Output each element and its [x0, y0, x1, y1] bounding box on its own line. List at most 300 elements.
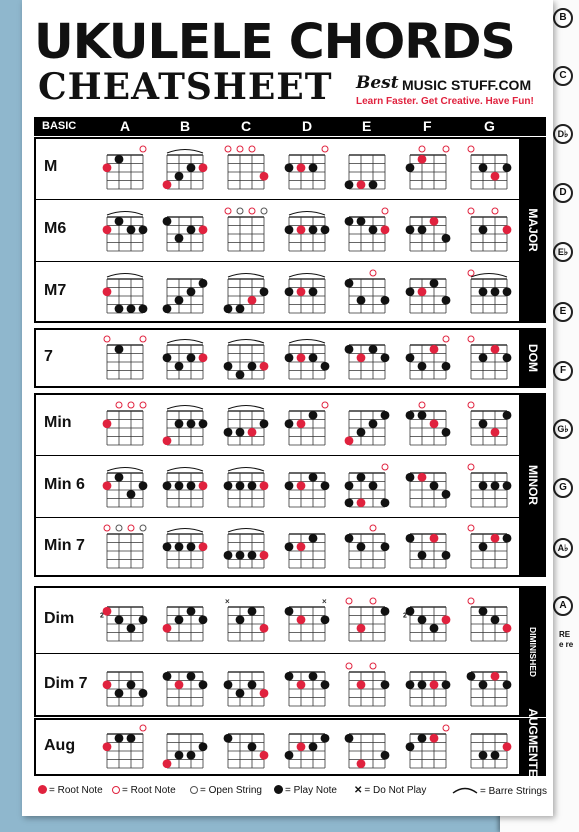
group-label-minor [519, 393, 546, 577]
play-note-dot [503, 411, 512, 420]
root-note-dot [103, 225, 112, 234]
barre-arc-icon [228, 468, 264, 472]
play-note-dot [115, 689, 124, 698]
play-note-dot [187, 481, 196, 490]
root-note-dot [491, 672, 500, 681]
play-note-dot [285, 606, 294, 615]
chord-diagram-f-dim [404, 597, 444, 635]
chord-diagram-g-min7 [465, 524, 505, 562]
back-key-label: A [553, 596, 573, 616]
group-label-diminished [519, 586, 546, 717]
chord-diagram-a-min7 [101, 524, 141, 562]
play-note-dot [406, 680, 415, 689]
play-note-dot [418, 680, 427, 689]
barre-arc-icon [228, 406, 264, 410]
play-note-dot [175, 296, 184, 305]
barre-arc-icon [228, 340, 264, 344]
legend-barre [452, 785, 547, 797]
barre-arc-icon [471, 274, 507, 278]
play-note-dot [309, 473, 318, 482]
barre-arc-icon [107, 274, 143, 278]
chord-diagram-f-min7 [404, 524, 444, 562]
basic-header: BASIC [42, 120, 77, 132]
root-note-dot [430, 734, 439, 743]
group-label-dom [519, 328, 546, 388]
row-divider [34, 517, 519, 518]
play-note-dot [309, 534, 318, 543]
root-note-dot [199, 163, 208, 172]
play-note-dot [381, 606, 390, 615]
chord-diagram-e-min6 [343, 463, 383, 501]
play-note-dot [479, 419, 488, 428]
chord-diagram-b-dim [161, 597, 201, 635]
play-note-dot [309, 742, 318, 751]
chord-diagram-d-m [283, 145, 323, 183]
play-note-dot [442, 428, 451, 437]
play-note-dot [381, 411, 390, 420]
play-note-dot [503, 534, 512, 543]
play-note-dot [309, 353, 318, 362]
chord-diagram-d-7 [283, 335, 323, 373]
ukulele-chord-poster [22, 0, 553, 816]
chord-diagram-g-m7 [465, 269, 505, 307]
play-note-dot [321, 481, 330, 490]
legend-label: = Root Note [49, 785, 103, 796]
play-note-dot [321, 680, 330, 689]
chord-diagram-f-7 [404, 335, 444, 373]
chord-diagram-d-dim [283, 596, 327, 635]
open-string-icon [237, 208, 243, 214]
chord-diagram-b-m7 [161, 269, 201, 307]
row-label: M7 [44, 282, 67, 299]
play-note-dot [285, 751, 294, 760]
open-string-icon [249, 208, 255, 214]
barre-arc-icon [289, 340, 325, 344]
barre-arc-icon [167, 150, 203, 154]
root-note-dot [297, 287, 306, 296]
chord-diagram-d-aug [283, 724, 323, 762]
play-note-dot [491, 287, 500, 296]
play-note-dot [199, 615, 208, 624]
play-note-dot [285, 353, 294, 362]
play-note-dot [236, 615, 245, 624]
play-note-dot [115, 615, 124, 624]
legend-label: = Open String [200, 785, 262, 796]
back-key-label: B [553, 8, 573, 28]
row-label: Min 7 [44, 537, 85, 554]
group-label-text: DOM [525, 344, 540, 372]
chord-diagram-e-m [343, 145, 383, 183]
row-divider [34, 199, 519, 200]
open-string-icon [443, 336, 449, 342]
play-note-dot [369, 225, 378, 234]
chord-diagram-e-dim7 [343, 662, 383, 700]
row-label: Dim 7 [44, 675, 88, 692]
root-note-dot [199, 481, 208, 490]
chord-diagram-a-min6 [101, 463, 141, 501]
chord-diagram-d-dim7 [283, 662, 323, 700]
x-icon: × [225, 596, 230, 606]
play-note-dot [187, 287, 196, 296]
root-note-dot [260, 689, 269, 698]
legend-root-open [112, 785, 176, 796]
open-string-icon [128, 402, 134, 408]
back-text-line: e re [559, 640, 574, 649]
root-note-dot [163, 623, 172, 632]
root-note-dot [103, 606, 112, 615]
legend-label: = Root Note [122, 785, 176, 796]
play-note-dot [406, 606, 415, 615]
play-note-dot [321, 362, 330, 371]
back-key-label: D♭ [553, 124, 573, 144]
legend [34, 779, 546, 801]
play-note-dot [357, 428, 366, 437]
play-note-dot [479, 163, 488, 172]
play-note-dot [236, 689, 245, 698]
root-note-dot [199, 542, 208, 551]
chord-diagram-g-7 [465, 335, 505, 373]
x-icon: × [322, 596, 327, 606]
open-string-icon [468, 336, 474, 342]
chord-diagram-e-m7 [343, 269, 383, 307]
open-string-icon [468, 146, 474, 152]
play-note-dot [430, 279, 439, 288]
play-note-dot [479, 353, 488, 362]
row-label: Aug [44, 737, 76, 754]
play-note-dot [115, 734, 124, 743]
chord-diagram-g-dim [465, 597, 505, 635]
black-dot-icon [274, 785, 283, 794]
play-note-dot [418, 225, 427, 234]
play-note-dot [285, 481, 294, 490]
play-note-dot [406, 411, 415, 420]
chord-diagram-d-m6 [283, 207, 323, 245]
play-note-dot [418, 411, 427, 420]
chord-diagram-c-m [222, 145, 262, 183]
play-note-dot [381, 680, 390, 689]
play-note-dot [139, 689, 148, 698]
play-note-dot [187, 225, 196, 234]
play-note-dot [345, 734, 354, 743]
play-note-dot [479, 481, 488, 490]
open-string-icon [128, 525, 134, 531]
play-note-dot [139, 225, 148, 234]
chord-diagram-d-min7 [283, 524, 323, 562]
chord-diagram-g-min [465, 401, 505, 439]
play-note-dot [406, 742, 415, 751]
row-label: Min [44, 414, 72, 431]
play-note-dot [345, 180, 354, 189]
open-string-icon [140, 525, 146, 531]
chord-diagram-d-min6 [283, 463, 323, 501]
play-note-dot [248, 742, 257, 751]
play-note-dot [503, 680, 512, 689]
play-note-dot [381, 542, 390, 551]
play-note-dot [115, 155, 124, 164]
open-string-icon [443, 725, 449, 731]
chord-diagram-b-m6 [161, 207, 201, 245]
root-note-dot [418, 287, 427, 296]
play-note-dot [442, 490, 451, 499]
play-note-dot [175, 615, 184, 624]
play-note-dot [175, 751, 184, 760]
brand-best: Best [356, 73, 399, 93]
play-note-dot [285, 419, 294, 428]
play-note-dot [224, 304, 233, 313]
chord-diagram-b-min7 [161, 524, 201, 562]
play-note-dot [163, 304, 172, 313]
root-note-dot [357, 759, 366, 768]
play-note-dot [175, 234, 184, 243]
arc-icon [452, 785, 478, 794]
barre-arc-icon [107, 468, 143, 472]
play-note-dot [199, 419, 208, 428]
open-string-icon [225, 146, 231, 152]
open-string-icon [492, 208, 498, 214]
chord-diagram-e-min7 [343, 524, 383, 562]
open-string-icon [322, 146, 328, 152]
back-key-label: E [553, 302, 573, 322]
back-key-label: F [553, 361, 573, 381]
play-note-dot [285, 163, 294, 172]
group-label-major [519, 137, 546, 323]
open-string-icon [346, 663, 352, 669]
play-note-dot [357, 473, 366, 482]
root-note-dot [503, 742, 512, 751]
open-string-icon [116, 402, 122, 408]
open-string-icon [370, 525, 376, 531]
row-label: 7 [44, 348, 53, 365]
play-note-dot [285, 672, 294, 681]
chord-diagram-f-aug [404, 724, 444, 762]
key-header-c: C [241, 118, 252, 134]
play-note-dot [430, 481, 439, 490]
brand-name: MUSIC STUFF.COM [402, 77, 532, 93]
open-string-icon [104, 525, 110, 531]
barre-arc-icon [228, 274, 264, 278]
play-note-dot [175, 172, 184, 181]
play-note-dot [187, 419, 196, 428]
play-note-dot [381, 498, 390, 507]
open-string-icon [468, 598, 474, 604]
root-note-dot [297, 542, 306, 551]
play-note-dot [406, 287, 415, 296]
play-note-dot [187, 606, 196, 615]
play-note-dot [127, 490, 136, 499]
group-label-text: DIMINISHED [527, 626, 538, 677]
play-note-dot [321, 225, 330, 234]
chord-diagram-c-m7 [222, 269, 262, 307]
play-note-dot [345, 481, 354, 490]
play-note-dot [479, 751, 488, 760]
open-string-icon [322, 402, 328, 408]
group-label-augmented [519, 708, 546, 786]
play-note-dot [139, 481, 148, 490]
play-note-dot [224, 551, 233, 560]
play-note-dot [406, 225, 415, 234]
play-note-dot [442, 551, 451, 560]
play-note-dot [357, 296, 366, 305]
play-note-dot [369, 481, 378, 490]
play-note-dot [406, 473, 415, 482]
play-note-dot [479, 225, 488, 234]
root-note-dot [430, 217, 439, 226]
chord-diagram-f-m6 [404, 207, 444, 245]
play-note-dot [260, 287, 269, 296]
play-note-dot [175, 542, 184, 551]
open-circle-icon [190, 786, 198, 794]
root-note-dot [163, 180, 172, 189]
root-note-dot [357, 498, 366, 507]
play-note-dot [224, 481, 233, 490]
play-note-dot [479, 606, 488, 615]
play-note-dot [248, 606, 257, 615]
chord-diagram-d-m7 [283, 269, 323, 307]
play-note-dot [163, 672, 172, 681]
barre-arc-icon [167, 468, 203, 472]
chord-diagram-f-min [404, 401, 444, 439]
root-note-dot [260, 751, 269, 760]
back-text-line: RE [559, 630, 571, 639]
play-note-dot [163, 217, 172, 226]
play-note-dot [479, 287, 488, 296]
open-string-icon [468, 525, 474, 531]
play-note-dot [309, 411, 318, 420]
fret-number: 2 [100, 612, 104, 619]
play-note-dot [115, 345, 124, 354]
play-note-dot [236, 304, 245, 313]
play-note-dot [442, 362, 451, 371]
play-note-dot [236, 481, 245, 490]
play-note-dot [115, 304, 124, 313]
key-header [34, 117, 546, 136]
play-note-dot [418, 551, 427, 560]
root-note-dot [503, 225, 512, 234]
open-string-icon [382, 208, 388, 214]
root-note-dot [491, 172, 500, 181]
barre-arc-icon [289, 274, 325, 278]
open-string-icon [370, 270, 376, 276]
play-note-dot [115, 473, 124, 482]
play-note-dot [224, 734, 233, 743]
open-string-icon [419, 402, 425, 408]
root-note-dot [163, 436, 172, 445]
open-string-icon [261, 208, 267, 214]
poster-subtitle: CHEATSHEET [38, 66, 333, 108]
play-note-dot [479, 680, 488, 689]
play-note-dot [163, 481, 172, 490]
chord-diagram-e-7 [343, 335, 383, 373]
key-header-d: D [302, 118, 313, 134]
play-note-dot [503, 353, 512, 362]
open-string-icon [468, 464, 474, 470]
play-note-dot [285, 287, 294, 296]
root-note-dot [297, 419, 306, 428]
root-note-dot [430, 680, 439, 689]
play-note-dot [260, 419, 269, 428]
open-string-icon [140, 402, 146, 408]
root-note-dot [199, 353, 208, 362]
open-string-icon [419, 146, 425, 152]
chord-diagram-f-m7 [404, 269, 444, 307]
fret-number: 2 [403, 612, 407, 619]
play-note-dot [418, 362, 427, 371]
root-note-dot [430, 345, 439, 354]
play-note-dot [248, 481, 257, 490]
key-header-a: A [120, 118, 131, 134]
root-note-dot [381, 225, 390, 234]
root-note-dot [430, 534, 439, 543]
play-note-dot [503, 163, 512, 172]
chord-diagram-g-m6 [465, 207, 505, 245]
play-note-dot [430, 623, 439, 632]
open-string-icon [140, 725, 146, 731]
chord-diagram-e-aug [343, 724, 383, 762]
open-string-icon [116, 525, 122, 531]
play-note-dot [491, 481, 500, 490]
root-note-dot [175, 680, 184, 689]
play-note-dot [187, 672, 196, 681]
back-key-label: G♭ [553, 419, 573, 439]
chord-diagram-e-min [343, 401, 383, 439]
play-note-dot [175, 481, 184, 490]
play-note-dot [369, 345, 378, 354]
play-note-dot [139, 304, 148, 313]
barre-arc-icon [107, 212, 143, 216]
group-label-text: MAJOR [525, 208, 540, 252]
root-note-dot [297, 742, 306, 751]
play-note-dot [309, 163, 318, 172]
root-note-dot [357, 680, 366, 689]
play-note-dot [127, 304, 136, 313]
play-note-dot [345, 345, 354, 354]
key-header-g: G [484, 118, 495, 134]
play-note-dot [175, 419, 184, 428]
chord-diagram-a-m [101, 145, 141, 183]
back-key-label: A♭ [553, 538, 573, 558]
play-note-dot [187, 542, 196, 551]
open-string-icon [370, 663, 376, 669]
chord-diagram-c-min6 [222, 463, 262, 501]
brand-tagline: Learn Faster. Get Creative. Have Fun! [356, 96, 534, 107]
play-note-dot [224, 428, 233, 437]
chord-diagram-e-m6 [343, 207, 383, 245]
play-note-dot [127, 680, 136, 689]
root-note-dot [297, 481, 306, 490]
play-note-dot [442, 234, 451, 243]
play-note-dot [236, 370, 245, 379]
key-header-b: B [180, 118, 191, 134]
chord-diagram-e-dim [343, 597, 383, 635]
open-string-icon [225, 208, 231, 214]
chord-diagram-a-dim7 [101, 662, 141, 700]
root-note-dot [430, 419, 439, 428]
back-poster-text [559, 630, 573, 650]
legend-label: = Barre Strings [480, 786, 547, 797]
back-key-label: G [553, 478, 573, 498]
row-label: Min 6 [44, 476, 85, 493]
play-note-dot [321, 734, 330, 743]
play-note-dot [163, 542, 172, 551]
play-note-dot [224, 362, 233, 371]
play-note-dot [187, 163, 196, 172]
play-note-dot [345, 534, 354, 543]
barre-arc-icon [228, 529, 264, 533]
play-note-dot [503, 287, 512, 296]
chord-diagram-c-aug [222, 724, 262, 762]
key-header-e: E [362, 118, 372, 134]
back-key-label: D [553, 183, 573, 203]
